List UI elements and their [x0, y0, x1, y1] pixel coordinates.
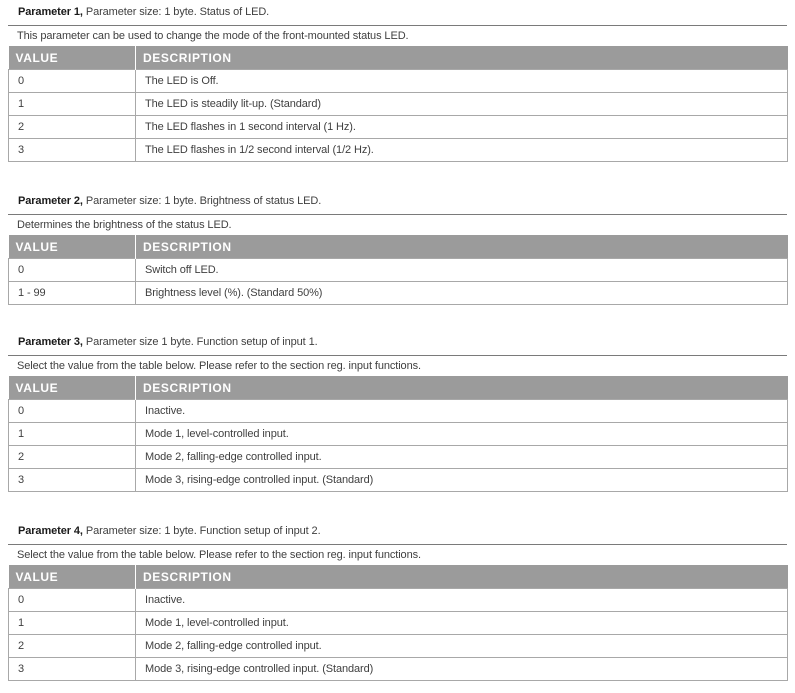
parameter-description: Select the value from the table below. Please refer to the section reg. input functions. — [17, 360, 421, 372]
table-row — [9, 423, 788, 446]
table-row — [9, 116, 788, 139]
parameter-heading — [8, 6, 787, 26]
description-column-header: DESCRIPTION — [136, 565, 788, 589]
description-cell: The LED flashes in 1/2 second interval (1/2 Hz). — [136, 139, 788, 162]
table-row — [9, 139, 788, 162]
description-cell: Switch off LED. — [136, 259, 788, 282]
parameter-subtitle: Parameter size: 1 byte. Function setup of input 2. — [85, 525, 321, 537]
value-cell: 2 — [9, 446, 136, 469]
parameter-1-section — [8, 6, 787, 162]
description-cell: Inactive. — [136, 400, 788, 423]
table-row — [9, 635, 788, 658]
description-cell: Mode 1, level-controlled input. — [136, 423, 788, 446]
value-cell: 3 — [9, 469, 136, 492]
table-row — [9, 400, 788, 423]
value-column-header: VALUE — [9, 376, 136, 400]
value-cell: 1 — [9, 612, 136, 635]
table-row — [9, 259, 788, 282]
description-cell: Mode 2, falling-edge controlled input. — [136, 446, 788, 469]
table-header-row — [9, 235, 788, 259]
parameter-table — [8, 376, 788, 492]
value-column-header: VALUE — [9, 235, 136, 259]
value-cell: 3 — [9, 139, 136, 162]
parameter-subtitle: Parameter size: 1 byte. Brightness of status LED. — [85, 195, 322, 207]
table-row — [9, 658, 788, 681]
description-cell: The LED is steadily lit-up. (Standard) — [136, 93, 788, 116]
parameter-table — [8, 565, 788, 681]
value-cell: 0 — [9, 589, 136, 612]
parameter-subtitle: Parameter size: 1 byte. Status of LED. — [85, 6, 270, 18]
table-row — [9, 589, 788, 612]
description-column-header: DESCRIPTION — [136, 376, 788, 400]
table-row — [9, 282, 788, 305]
parameter-title: Parameter 1, — [18, 6, 83, 18]
value-cell: 3 — [9, 658, 136, 681]
parameter-heading — [8, 336, 787, 356]
description-cell: Mode 3, rising-edge controlled input. (Standard) — [136, 658, 788, 681]
table-header-row — [9, 376, 788, 400]
description-cell: Mode 3, rising-edge controlled input. (Standard) — [136, 469, 788, 492]
value-cell: 0 — [9, 259, 136, 282]
parameter-table — [8, 235, 788, 305]
description-cell: The LED is Off. — [136, 70, 788, 93]
parameter-heading — [8, 195, 787, 215]
description-cell: The LED flashes in 1 second interval (1 Hz). — [136, 116, 788, 139]
parameter-4-section — [8, 525, 787, 681]
parameter-description: Select the value from the table below. Please refer to the section reg. input functions. — [17, 549, 421, 561]
table-row — [9, 446, 788, 469]
table-header-row — [9, 565, 788, 589]
table-row — [9, 93, 788, 116]
parameter-description: This parameter can be used to change the mode of the front-mounted status LED. — [17, 30, 409, 42]
description-cell: Brightness level (%). (Standard 50%) — [136, 282, 788, 305]
parameter-3-section — [8, 336, 787, 492]
description-cell: Inactive. — [136, 589, 788, 612]
value-column-header: VALUE — [9, 565, 136, 589]
parameter-heading — [8, 525, 787, 545]
description-column-header: DESCRIPTION — [136, 235, 788, 259]
value-cell: 1 - 99 — [9, 282, 136, 305]
table-row — [9, 70, 788, 93]
parameter-title: Parameter 3, — [18, 336, 83, 348]
parameter-description: Determines the brightness of the status LED. — [17, 219, 232, 231]
table-header-row — [9, 46, 788, 70]
table-row — [9, 612, 788, 635]
description-cell: Mode 1, level-controlled input. — [136, 612, 788, 635]
parameter-2-section — [8, 195, 787, 305]
value-cell: 0 — [9, 400, 136, 423]
value-cell: 1 — [9, 423, 136, 446]
parameter-subtitle: Parameter size 1 byte. Function setup of input 1. — [85, 336, 318, 348]
description-column-header: DESCRIPTION — [136, 46, 788, 70]
table-row — [9, 469, 788, 492]
value-cell: 2 — [9, 116, 136, 139]
parameter-title: Parameter 2, — [18, 195, 83, 207]
description-cell: Mode 2, falling-edge controlled input. — [136, 635, 788, 658]
parameter-title: Parameter 4, — [18, 525, 83, 537]
value-cell: 2 — [9, 635, 136, 658]
value-cell: 0 — [9, 70, 136, 93]
value-column-header: VALUE — [9, 46, 136, 70]
value-cell: 1 — [9, 93, 136, 116]
parameter-table — [8, 46, 788, 162]
